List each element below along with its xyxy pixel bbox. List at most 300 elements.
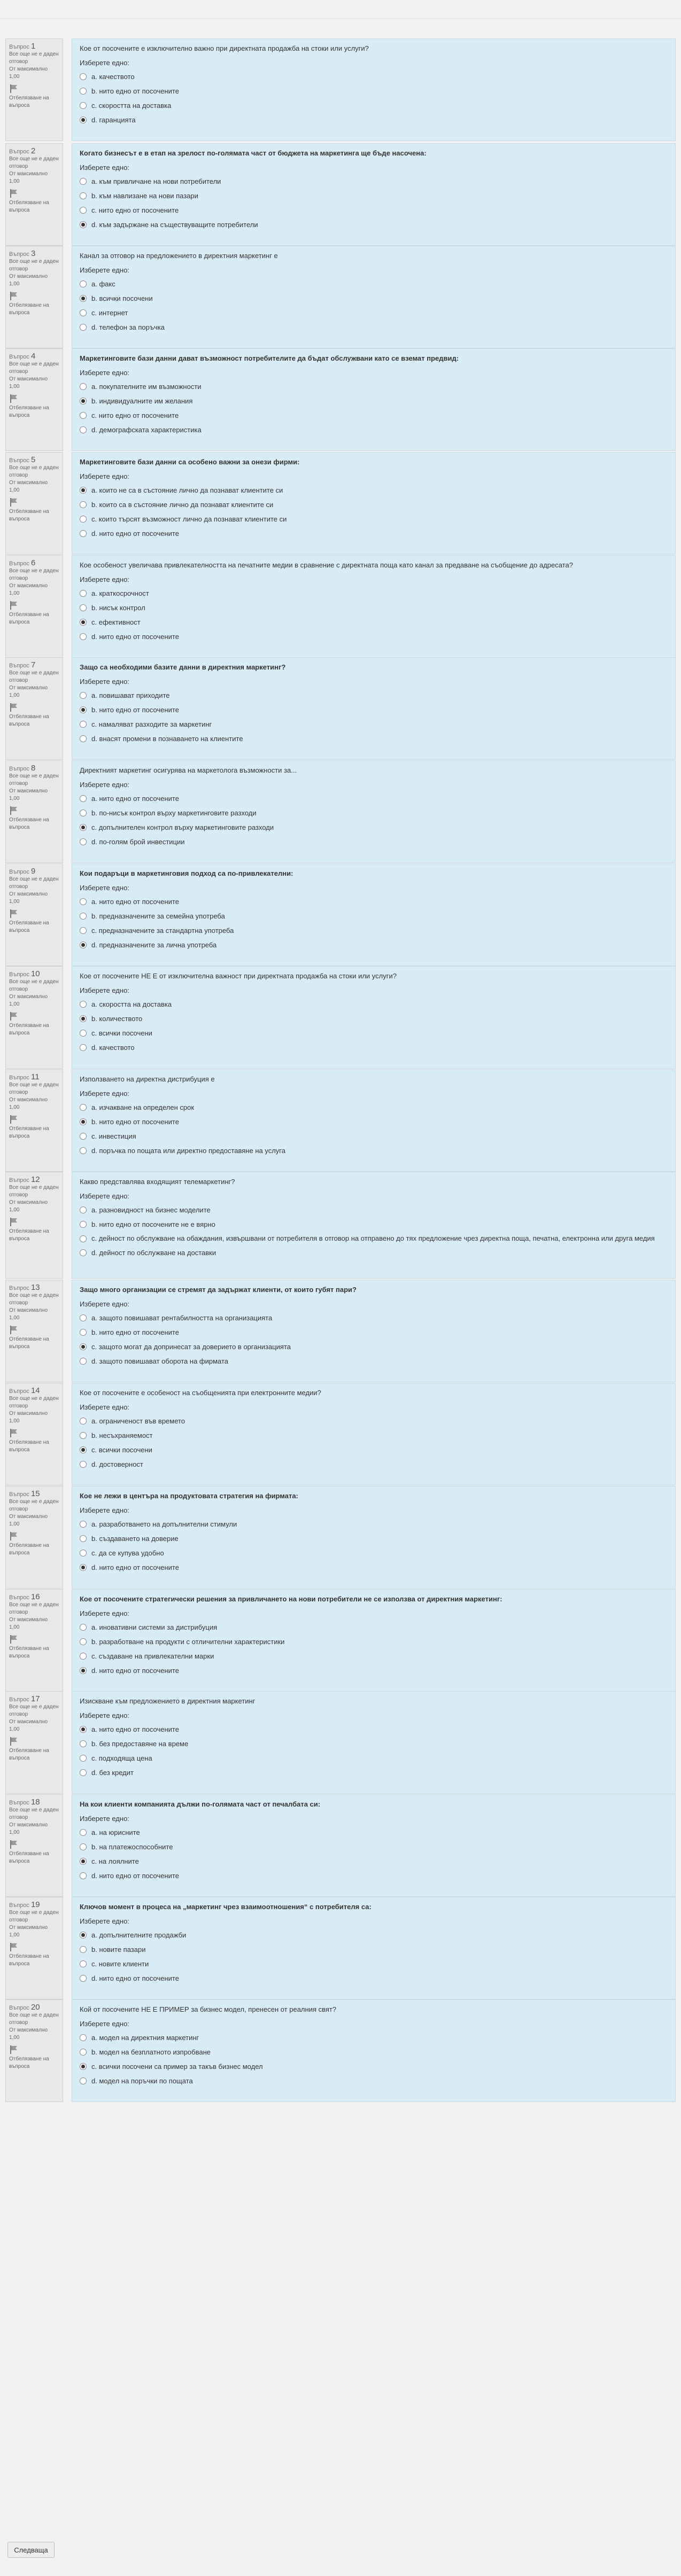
question-text: Кое от посочените е особеност на съобщенията при електронните медии? — [80, 1389, 321, 1397]
answer-label: d. нито едно от посочените — [91, 1872, 179, 1880]
question-status: Все още не е даден отговор — [9, 1807, 59, 1820]
radio-button[interactable] — [80, 1249, 87, 1256]
answer-option[interactable] — [80, 189, 668, 203]
question-block — [5, 1069, 676, 1172]
answer-label: a. допълнителните продажби — [91, 1931, 187, 1939]
answer-option[interactable] — [80, 894, 668, 909]
flag-question-link[interactable]: Отбелязване на въпроса — [9, 1023, 49, 1036]
answer-option[interactable] — [80, 1100, 668, 1115]
flag-icon[interactable] — [9, 1325, 19, 1335]
radio-button[interactable] — [80, 1015, 87, 1022]
answer-label: d. достоверност — [91, 1460, 143, 1468]
question-status: Все още не е даден отговор — [9, 51, 59, 65]
answer-option[interactable] — [80, 2074, 668, 2088]
answer-option[interactable] — [80, 306, 668, 320]
answer-label: a. иновативни системи за дистрибуция — [91, 1623, 218, 1631]
radio-button[interactable] — [80, 1432, 87, 1439]
answer-label: c. нито едно от посочените — [91, 206, 179, 214]
answer-option[interactable] — [80, 497, 668, 512]
flag-question-link[interactable]: Отбелязване на въпроса — [9, 1336, 49, 1350]
question-status: Все още не е даден отговор — [9, 259, 59, 272]
question-block — [5, 1999, 676, 2102]
question-text: Какво представлява входящият телемаркетинг? — [80, 1178, 235, 1186]
radio-button[interactable] — [80, 898, 87, 905]
answer-option[interactable] — [80, 1840, 668, 1854]
answer-label: b. всички посочени — [91, 294, 153, 302]
radio-button[interactable] — [80, 619, 87, 626]
answer-option[interactable] — [80, 703, 668, 717]
question-text: На кои клиенти компанията дължи по-голямата част от печалбата си: — [80, 1800, 321, 1808]
flag-question-link[interactable]: Отбелязване на въпроса — [9, 1228, 49, 1242]
answer-option[interactable] — [80, 1869, 668, 1883]
question-content — [72, 1383, 676, 1485]
answer-label: d. по-голям брой инвестиции — [91, 838, 185, 846]
radio-button[interactable] — [80, 1314, 87, 1321]
radio-button[interactable] — [80, 1740, 87, 1747]
answer-label: b. създаването на доверие — [91, 1535, 179, 1543]
flag-question-link[interactable]: Отбелязване на въпроса — [9, 200, 49, 213]
answer-option[interactable] — [80, 1026, 668, 1040]
answer-option[interactable] — [80, 629, 668, 644]
answer-option[interactable] — [80, 997, 668, 1011]
flag-icon[interactable] — [9, 1942, 19, 1952]
radio-button[interactable] — [80, 1769, 87, 1776]
question-block — [5, 246, 676, 348]
answer-option[interactable] — [80, 174, 668, 189]
question-info — [5, 1280, 63, 1382]
question-block — [5, 1383, 676, 1485]
answer-option[interactable] — [80, 731, 668, 746]
flag-icon[interactable] — [9, 909, 19, 919]
answer-label: b. индивидуалните им желания — [91, 397, 193, 405]
radio-button[interactable] — [80, 1329, 87, 1336]
answer-option[interactable] — [80, 1854, 668, 1869]
flag-icon[interactable] — [9, 394, 19, 403]
question-points: От максимално 1,00 — [9, 1308, 48, 1321]
question-number-value: 3 — [30, 249, 36, 258]
answer-prompt: Изберете едно: — [80, 1917, 129, 1925]
question-status: Все още не е даден отговор — [9, 1602, 59, 1615]
flag-question-link[interactable]: Отбелязване на въпроса — [9, 612, 49, 625]
question-number: Въпрос 2 — [9, 146, 36, 155]
radio-button[interactable] — [80, 73, 87, 80]
answer-option[interactable] — [80, 69, 668, 84]
answer-label: d. качеството — [91, 1044, 135, 1052]
radio-button[interactable] — [80, 692, 87, 699]
radio-button[interactable] — [80, 633, 87, 640]
radio-button[interactable] — [80, 2034, 87, 2041]
question-info — [5, 555, 63, 658]
radio-button[interactable] — [80, 604, 87, 611]
question-number: Въпрос 12 — [9, 1175, 40, 1184]
answer-label: a. модел на директния маркетинг — [91, 2034, 199, 2042]
answer-prompt: Изберете едно: — [80, 1403, 129, 1411]
question-info — [5, 348, 63, 451]
flag-question-link[interactable]: Отбелязване на въпроса — [9, 1439, 49, 1453]
answer-option[interactable] — [80, 2030, 668, 2045]
flag-question-link[interactable]: Отбелязване на въпроса — [9, 95, 49, 108]
answer-option[interactable] — [80, 277, 668, 291]
answer-option[interactable] — [80, 835, 668, 849]
answer-option[interactable] — [80, 1635, 668, 1649]
answer-option[interactable] — [80, 615, 668, 629]
answer-option[interactable] — [80, 1765, 668, 1780]
radio-button[interactable] — [80, 1521, 87, 1528]
answer-label: d. предназначените за лична употреба — [91, 941, 217, 949]
question-number-value: 11 — [30, 1072, 40, 1081]
answer-option[interactable] — [80, 1560, 668, 1575]
answer-label: c. създаване на привлекателни марки — [91, 1652, 214, 1660]
radio-button[interactable] — [80, 1207, 87, 1213]
question-info — [5, 1794, 63, 1897]
flag-icon[interactable] — [9, 1840, 19, 1849]
radio-button[interactable] — [80, 1726, 87, 1733]
question-content — [72, 1897, 676, 1999]
radio-button[interactable] — [80, 1030, 87, 1037]
answer-option[interactable] — [80, 1115, 668, 1129]
flag-icon[interactable] — [9, 291, 19, 301]
answer-option[interactable] — [80, 1531, 668, 1546]
radio-button[interactable] — [80, 1147, 87, 1154]
answer-option[interactable] — [80, 526, 668, 541]
flag-question-link[interactable]: Отбелязване на въпроса — [9, 509, 49, 522]
question-number-value: 5 — [30, 455, 36, 464]
answer-option[interactable] — [80, 1311, 668, 1325]
question-points: От максимално 1,00 — [9, 1617, 48, 1630]
answer-option[interactable] — [80, 512, 668, 526]
radio-button[interactable] — [80, 1358, 87, 1365]
question-number-value: 2 — [30, 146, 36, 155]
question-content — [72, 1794, 676, 1897]
radio-button[interactable] — [80, 1755, 87, 1762]
flag-icon[interactable] — [9, 84, 19, 94]
question-text: Кои подаръци в маркетинговия подход са по-привлекателни: — [80, 869, 293, 877]
radio-button[interactable] — [80, 927, 87, 934]
answer-option[interactable] — [80, 291, 668, 306]
radio-button[interactable] — [80, 1001, 87, 1008]
radio-button[interactable] — [80, 1564, 87, 1571]
answer-option[interactable] — [80, 601, 668, 615]
question-block — [5, 1897, 676, 1999]
radio-button[interactable] — [80, 1932, 87, 1939]
question-block — [5, 38, 676, 141]
answer-option[interactable] — [80, 1928, 668, 1942]
radio-button[interactable] — [80, 1461, 87, 1468]
flag-icon[interactable] — [9, 2045, 19, 2054]
flag-question-link[interactable]: Отбелязване на въпроса — [9, 1543, 49, 1556]
answer-option[interactable] — [80, 2059, 668, 2074]
next-button[interactable]: Следваща — [7, 2542, 55, 2558]
question-points: От максимално 1,00 — [9, 274, 48, 287]
answer-option[interactable] — [80, 113, 668, 127]
radio-button[interactable] — [80, 1667, 87, 1674]
radio-button[interactable] — [80, 1235, 87, 1242]
radio-button[interactable] — [80, 1872, 87, 1879]
answer-option[interactable] — [80, 1825, 668, 1840]
answer-option[interactable] — [80, 1971, 668, 1986]
answer-option[interactable] — [80, 1217, 668, 1232]
answer-label: c. инвестиция — [91, 1132, 136, 1140]
radio-button[interactable] — [80, 1446, 87, 1453]
radio-button[interactable] — [80, 1133, 87, 1140]
answer-label: a. към привличане на нови потребители — [91, 177, 221, 185]
radio-button[interactable] — [80, 412, 87, 419]
answer-option[interactable] — [80, 820, 668, 835]
question-block — [5, 143, 676, 246]
question-number: Въпрос 11 — [9, 1072, 40, 1081]
radio-button[interactable] — [80, 838, 87, 845]
question-status: Все още не е даден отговор — [9, 773, 59, 787]
question-number-value: 19 — [30, 1900, 40, 1909]
question-number-value: 6 — [30, 558, 36, 567]
flag-icon[interactable] — [9, 703, 19, 712]
answer-option[interactable] — [80, 1942, 668, 1957]
radio-button[interactable] — [80, 1624, 87, 1631]
answer-label: c. предназначените за стандартна употреба — [91, 927, 234, 935]
answer-option[interactable] — [80, 394, 668, 408]
answer-option[interactable] — [80, 1517, 668, 1531]
radio-button[interactable] — [80, 2063, 87, 2070]
answer-option[interactable] — [80, 1649, 668, 1663]
flag-question-link[interactable]: Отбелязване на въпроса — [9, 1126, 49, 1139]
question-number: Въпрос 4 — [9, 352, 36, 361]
answer-option[interactable] — [80, 1143, 668, 1158]
flag-question-link[interactable]: Отбелязване на въпроса — [9, 714, 49, 727]
answer-option[interactable] — [80, 1457, 668, 1472]
answer-option[interactable] — [80, 1428, 668, 1443]
answer-prompt: Изберете едно: — [80, 2020, 129, 2028]
answer-option[interactable] — [80, 923, 668, 938]
flag-question-link[interactable]: Отбелязване на въпроса — [9, 817, 49, 830]
question-text: Защо са необходими базите данни в директния маркетинг? — [80, 663, 286, 671]
flag-icon[interactable] — [9, 189, 19, 198]
radio-button[interactable] — [80, 1946, 87, 1953]
radio-button[interactable] — [80, 178, 87, 185]
question-content — [72, 863, 676, 966]
radio-button[interactable] — [80, 590, 87, 597]
answer-option[interactable] — [80, 1663, 668, 1678]
radio-button[interactable] — [80, 207, 87, 214]
answer-option[interactable] — [80, 586, 668, 601]
flag-icon[interactable] — [9, 806, 19, 815]
radio-button[interactable] — [80, 941, 87, 948]
answer-label: a. нито едно от посочените — [91, 1725, 179, 1733]
radio-button[interactable] — [80, 2049, 87, 2056]
answer-label: b. нисък контрол — [91, 604, 145, 612]
answer-label: a. краткосрочност — [91, 589, 149, 597]
answer-option[interactable] — [80, 806, 668, 820]
flag-icon[interactable] — [9, 1428, 19, 1438]
flag-icon[interactable] — [9, 1011, 19, 1021]
flag-icon[interactable] — [9, 1115, 19, 1124]
answer-label: a. нито едно от посочените — [91, 795, 179, 803]
answer-label: c. всички посочени — [91, 1029, 152, 1037]
answer-option[interactable] — [80, 1751, 668, 1765]
flag-question-link[interactable]: Отбелязване на въпроса — [9, 302, 49, 316]
radio-button[interactable] — [80, 309, 87, 316]
question-content — [72, 966, 676, 1069]
question-content — [72, 760, 676, 863]
answer-label: c. подходяща цена — [91, 1754, 152, 1762]
radio-button[interactable] — [80, 1960, 87, 1967]
radio-button[interactable] — [80, 221, 87, 228]
answer-label: a. факс — [91, 280, 115, 288]
radio-button[interactable] — [80, 426, 87, 433]
answer-option[interactable] — [80, 1620, 668, 1635]
radio-button[interactable] — [80, 383, 87, 390]
answer-label: a. разработването на допълнителни стимули — [91, 1520, 237, 1528]
radio-button[interactable] — [80, 192, 87, 199]
answer-option[interactable] — [80, 909, 668, 923]
radio-button[interactable] — [80, 1104, 87, 1111]
question-status: Все още не е даден отговор — [9, 1082, 59, 1095]
answer-option[interactable] — [80, 1203, 668, 1217]
flag-question-link[interactable]: Отбелязване на въпроса — [9, 920, 49, 933]
question-number-value: 13 — [30, 1283, 40, 1292]
answer-prompt: Изберете едно: — [80, 1089, 129, 1098]
answer-option[interactable] — [80, 320, 668, 334]
radio-button[interactable] — [80, 1221, 87, 1228]
flag-icon[interactable] — [9, 1737, 19, 1746]
flag-icon[interactable] — [9, 1217, 19, 1227]
answer-option[interactable] — [80, 717, 668, 731]
radio-button[interactable] — [80, 706, 87, 713]
answer-option[interactable] — [80, 938, 668, 952]
answer-prompt: Изберете едно: — [80, 1711, 129, 1719]
question-info — [5, 1897, 63, 1999]
flag-question-link[interactable]: Отбелязване на въпроса — [9, 2056, 49, 2069]
answer-prompt: Изберете едно: — [80, 59, 129, 67]
answer-option[interactable] — [80, 217, 668, 232]
answer-option[interactable] — [80, 1722, 668, 1737]
answer-option[interactable] — [80, 483, 668, 497]
answer-option[interactable] — [80, 423, 668, 437]
flag-question-link[interactable]: Отбелязване на въпроса — [9, 405, 49, 418]
answer-option[interactable] — [80, 1246, 668, 1260]
flag-question-link[interactable]: Отбелязване на въпроса — [9, 1646, 49, 1659]
question-text: Маркетинговите бази данни дават възможност потребителите да бъдат обслужвани като се вземат предвид: — [80, 354, 459, 362]
answer-label: a. защото повишават рентабилността на организацията — [91, 1314, 273, 1322]
radio-button[interactable] — [80, 1843, 87, 1850]
question-block — [5, 1486, 676, 1589]
flag-icon[interactable] — [9, 601, 19, 610]
question-content — [72, 452, 676, 555]
radio-button[interactable] — [80, 1975, 87, 1982]
radio-button[interactable] — [80, 721, 87, 728]
answer-label: c. скоростта на доставка — [91, 102, 172, 110]
radio-button[interactable] — [80, 1535, 87, 1542]
radio-button[interactable] — [80, 795, 87, 802]
answer-option[interactable] — [80, 84, 668, 98]
radio-button[interactable] — [80, 88, 87, 95]
answer-option[interactable] — [80, 1546, 668, 1560]
radio-button[interactable] — [80, 735, 87, 742]
question-number-value: 15 — [30, 1489, 40, 1498]
answer-label: c. на лоялните — [91, 1857, 139, 1865]
question-number-value: 9 — [30, 867, 36, 876]
radio-button[interactable] — [80, 102, 87, 109]
answer-label: d. внасят промени в познаването на клиентите — [91, 735, 243, 743]
answer-option[interactable] — [80, 1414, 668, 1428]
answer-option[interactable] — [80, 2045, 668, 2059]
answer-option[interactable] — [80, 1232, 668, 1246]
answer-option[interactable] — [80, 1737, 668, 1751]
answer-option[interactable] — [80, 98, 668, 113]
flag-question-link[interactable]: Отбелязване на въпроса — [9, 1954, 49, 1967]
radio-button[interactable] — [80, 1858, 87, 1865]
answer-option[interactable] — [80, 203, 668, 217]
answer-label: d. нито едно от посочените — [91, 633, 179, 641]
answer-label: c. новите клиенти — [91, 1960, 149, 1968]
radio-button[interactable] — [80, 913, 87, 920]
radio-button[interactable] — [80, 1044, 87, 1051]
answer-label: a. на юрисните — [91, 1828, 140, 1836]
flag-icon[interactable] — [9, 1531, 19, 1541]
radio-button[interactable] — [80, 295, 87, 302]
answer-prompt: Изберете едно: — [80, 986, 129, 994]
answer-option[interactable] — [80, 379, 668, 394]
answer-option[interactable] — [80, 1325, 668, 1340]
question-status: Все още не е даден отговор — [9, 156, 59, 169]
flag-icon[interactable] — [9, 497, 19, 507]
radio-button[interactable] — [80, 2077, 87, 2084]
question-info — [5, 1069, 63, 1172]
answer-label: d. към задържане на съществуващите потребители — [91, 221, 258, 229]
question-text: Канал за отговор на предложението в директния маркетинг е — [80, 252, 278, 260]
radio-button[interactable] — [80, 810, 87, 816]
answer-option[interactable] — [80, 1957, 668, 1971]
radio-button[interactable] — [80, 1418, 87, 1425]
question-status: Все още не е даден отговор — [9, 670, 59, 683]
answer-option[interactable] — [80, 1011, 668, 1026]
radio-button[interactable] — [80, 1829, 87, 1836]
answer-option[interactable] — [80, 1354, 668, 1368]
answer-option[interactable] — [80, 1443, 668, 1457]
question-content — [72, 1280, 676, 1382]
flag-question-link[interactable]: Отбелязване на въпроса — [9, 1851, 49, 1864]
answer-prompt: Изберете едно: — [80, 1815, 129, 1823]
radio-button[interactable] — [80, 1343, 87, 1350]
answer-option[interactable] — [80, 688, 668, 703]
answer-label: b. новите пазари — [91, 1945, 146, 1954]
radio-button[interactable] — [80, 1118, 87, 1125]
answer-option[interactable] — [80, 1340, 668, 1354]
answer-option[interactable] — [80, 1040, 668, 1055]
radio-button[interactable] — [80, 281, 87, 287]
radio-button[interactable] — [80, 398, 87, 404]
radio-button[interactable] — [80, 1638, 87, 1645]
flag-question-link[interactable]: Отбелязване на въпроса — [9, 1748, 49, 1761]
answer-label: c. дейност по обслужване на обаждания, извършвани от потребителя в отговор на отправено до тях предложение чрез директна поща, печатна, електронна или друга медия — [91, 1234, 655, 1242]
radio-button[interactable] — [80, 516, 87, 523]
radio-button[interactable] — [80, 324, 87, 331]
answer-option[interactable] — [80, 1129, 668, 1143]
radio-button[interactable] — [80, 1653, 87, 1660]
question-points: От максимално 1,00 — [9, 171, 48, 184]
question-status: Все още не е даден отговор — [9, 979, 59, 992]
radio-button[interactable] — [80, 824, 87, 831]
answer-option[interactable] — [80, 791, 668, 806]
radio-button[interactable] — [80, 501, 87, 508]
question-text: Кой от посочените НЕ Е ПРИМЕР за бизнес модел, пренесен от реалния свят? — [80, 2005, 337, 2013]
radio-button[interactable] — [80, 1550, 87, 1557]
answer-option[interactable] — [80, 408, 668, 423]
question-points: От максимално 1,00 — [9, 685, 48, 698]
radio-button[interactable] — [80, 530, 87, 537]
flag-icon[interactable] — [9, 1635, 19, 1644]
radio-button[interactable] — [80, 487, 87, 494]
radio-button[interactable] — [80, 116, 87, 123]
